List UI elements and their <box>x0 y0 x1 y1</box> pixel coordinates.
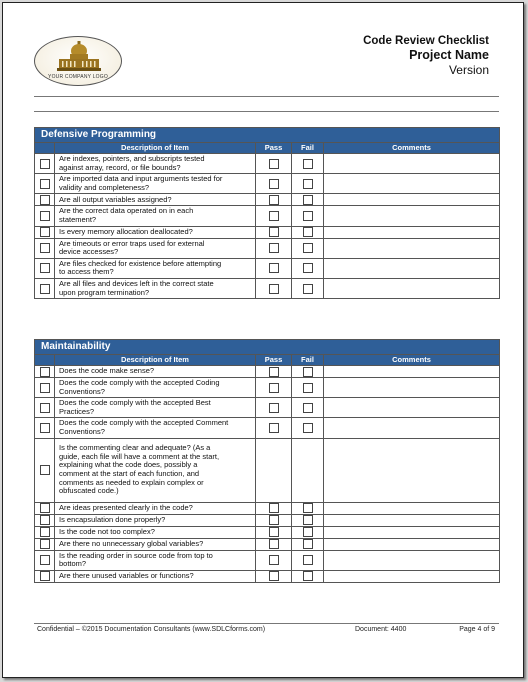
table-row <box>35 258 500 278</box>
item-checkbox[interactable] <box>40 503 50 513</box>
fail-checkbox[interactable] <box>303 243 313 253</box>
item-description: Is encapsulation done properly? <box>55 514 256 526</box>
item-checkbox[interactable] <box>40 263 50 273</box>
item-checkbox[interactable] <box>40 465 50 475</box>
fail-checkbox[interactable] <box>303 383 313 393</box>
section-title: Maintainability <box>35 340 500 355</box>
pass-checkbox[interactable] <box>269 211 279 221</box>
footer-rule <box>34 623 499 624</box>
item-description: Are indexes, pointers, and subscripts tested against array, record, or file bounds? <box>55 154 256 174</box>
item-description: Does the code comply with the accepted Coding Conventions? <box>55 378 256 398</box>
pass-checkbox[interactable] <box>269 423 279 433</box>
item-description: Are there unused variables or functions? <box>55 570 256 582</box>
select-column-header <box>35 143 55 154</box>
item-checkbox[interactable] <box>40 227 50 237</box>
comments-cell[interactable] <box>324 378 500 398</box>
table-row <box>35 366 500 378</box>
item-description: Is the reading order in source code from top to bottom? <box>55 550 256 570</box>
fail-checkbox[interactable] <box>303 515 313 525</box>
fail-checkbox[interactable] <box>303 555 313 565</box>
comments-cell[interactable] <box>324 538 500 550</box>
pass-checkbox[interactable] <box>269 539 279 549</box>
document-version: Version <box>448 63 489 77</box>
fail-checkbox[interactable] <box>303 367 313 377</box>
comments-cell[interactable] <box>324 398 500 418</box>
fail-checkbox[interactable] <box>303 211 313 221</box>
description-column-header: Description of Item <box>55 355 256 366</box>
item-description: Are timeouts or error traps used for external device accesses? <box>55 238 256 258</box>
item-checkbox[interactable] <box>40 159 50 169</box>
footer-page-number: Page 4 of 9 <box>459 626 495 633</box>
comments-cell[interactable] <box>324 570 500 582</box>
pass-checkbox[interactable] <box>269 515 279 525</box>
pass-checkbox[interactable] <box>269 263 279 273</box>
fail-checkbox[interactable] <box>303 423 313 433</box>
item-description: Is the commenting clear and adequate? (As a guide, each file will have a comment at the start, explaining what the code does, possibly a comment at the start of each function, and comments as needed to explain complex or obfuscated code.) <box>55 438 256 502</box>
table-row <box>35 174 500 194</box>
item-description: Are the correct data operated on in each statement? <box>55 206 256 226</box>
item-description: Are files checked for existence before attempting to access them? <box>55 258 256 278</box>
pass-checkbox[interactable] <box>269 403 279 413</box>
footer-confidential: Confidential – ©2015 Documentation Consultants (www.SDLCforms.com) <box>37 626 266 633</box>
table-row <box>35 418 500 438</box>
comments-cell[interactable] <box>324 366 500 378</box>
capitol-building-icon <box>57 41 101 73</box>
item-checkbox[interactable] <box>40 555 50 565</box>
item-description: Is every memory allocation deallocated? <box>55 226 256 238</box>
fail-checkbox[interactable] <box>303 284 313 294</box>
comments-cell[interactable] <box>324 418 500 438</box>
header-rule <box>34 96 499 97</box>
item-checkbox[interactable] <box>40 179 50 189</box>
item-checkbox[interactable] <box>40 211 50 221</box>
table-row <box>35 194 500 206</box>
table-row <box>35 278 500 298</box>
document-page <box>2 2 524 678</box>
pass-checkbox[interactable] <box>269 503 279 513</box>
fail-checkbox[interactable] <box>303 195 313 205</box>
fail-checkbox[interactable] <box>303 527 313 537</box>
item-checkbox[interactable] <box>40 284 50 294</box>
table-row <box>35 226 500 238</box>
item-checkbox[interactable] <box>40 515 50 525</box>
table-row <box>35 238 500 258</box>
item-checkbox[interactable] <box>40 243 50 253</box>
item-checkbox[interactable] <box>40 539 50 549</box>
pass-checkbox[interactable] <box>269 179 279 189</box>
comments-cell[interactable] <box>324 174 500 194</box>
pass-checkbox[interactable] <box>269 571 279 581</box>
pass-column-header: Pass <box>256 355 292 366</box>
item-description: Are ideas presented clearly in the code? <box>55 502 256 514</box>
fail-checkbox[interactable] <box>303 263 313 273</box>
comments-cell[interactable] <box>324 258 500 278</box>
table-row <box>35 526 500 538</box>
comments-cell[interactable] <box>324 238 500 258</box>
fail-checkbox[interactable] <box>303 159 313 169</box>
item-description: Does the code make sense? <box>55 366 256 378</box>
pass-checkbox[interactable] <box>269 227 279 237</box>
item-description: Is the code not too complex? <box>55 526 256 538</box>
item-description: Are all output variables assigned? <box>55 194 256 206</box>
project-name: Project Name <box>409 48 489 62</box>
item-description: Are all files and devices left in the correct state upon program termination? <box>55 278 256 298</box>
comments-column-header: Comments <box>324 143 500 154</box>
table-row <box>35 514 500 526</box>
fail-checkbox[interactable] <box>303 227 313 237</box>
pass-column-header: Pass <box>256 143 292 154</box>
fail-checkbox[interactable] <box>303 403 313 413</box>
comments-cell[interactable] <box>324 438 500 502</box>
comments-cell[interactable] <box>324 550 500 570</box>
comments-cell[interactable] <box>324 206 500 226</box>
pass-checkbox[interactable] <box>269 195 279 205</box>
item-checkbox[interactable] <box>40 195 50 205</box>
table-row <box>35 398 500 418</box>
description-column-header: Description of Item <box>55 143 256 154</box>
comments-cell[interactable] <box>324 514 500 526</box>
table-row <box>35 550 500 570</box>
pass-checkbox[interactable] <box>269 383 279 393</box>
item-checkbox[interactable] <box>40 571 50 581</box>
table-row <box>35 378 500 398</box>
table-row <box>35 502 500 514</box>
table-row <box>35 438 500 502</box>
item-checkbox[interactable] <box>40 383 50 393</box>
pass-checkbox[interactable] <box>269 527 279 537</box>
fail-checkbox[interactable] <box>303 179 313 189</box>
item-checkbox[interactable] <box>40 403 50 413</box>
comments-cell[interactable] <box>324 194 500 206</box>
item-checkbox[interactable] <box>40 527 50 537</box>
fail-column-header: Fail <box>292 355 324 366</box>
section-title: Defensive Programming <box>35 128 500 143</box>
comments-cell[interactable] <box>324 226 500 238</box>
pass-checkbox[interactable] <box>269 243 279 253</box>
maintainability-table <box>34 339 500 583</box>
item-checkbox[interactable] <box>40 423 50 433</box>
fail-checkbox[interactable] <box>303 503 313 513</box>
table-row <box>35 206 500 226</box>
pass-checkbox[interactable] <box>269 555 279 565</box>
item-checkbox[interactable] <box>40 367 50 377</box>
comments-column-header: Comments <box>324 355 500 366</box>
pass-checkbox[interactable] <box>269 367 279 377</box>
pass-checkbox[interactable] <box>269 284 279 294</box>
pass-checkbox[interactable] <box>269 159 279 169</box>
fail-checkbox[interactable] <box>303 571 313 581</box>
item-description: Are imported data and input arguments tested for validity and completeness? <box>55 174 256 194</box>
comments-cell[interactable] <box>324 154 500 174</box>
comments-cell[interactable] <box>324 278 500 298</box>
select-column-header <box>35 355 55 366</box>
item-description: Does the code comply with the accepted Comment Conventions? <box>55 418 256 438</box>
company-logo <box>34 36 122 86</box>
fail-column-header: Fail <box>292 143 324 154</box>
table-row <box>35 154 500 174</box>
item-description: Does the code comply with the accepted Best Practices? <box>55 398 256 418</box>
table-row <box>35 538 500 550</box>
comments-cell[interactable] <box>324 526 500 538</box>
document-title: Code Review Checklist <box>363 35 489 47</box>
item-description: Are there no unnecessary global variables? <box>55 538 256 550</box>
table-row <box>35 570 500 582</box>
comments-cell[interactable] <box>324 502 500 514</box>
fail-checkbox[interactable] <box>303 539 313 549</box>
header-rule-2 <box>34 111 499 112</box>
footer-document-number: Document: 4400 <box>355 626 407 633</box>
logo-caption: YOUR COMPANY LOGO <box>48 74 108 80</box>
defensive-programming-table <box>34 127 500 299</box>
